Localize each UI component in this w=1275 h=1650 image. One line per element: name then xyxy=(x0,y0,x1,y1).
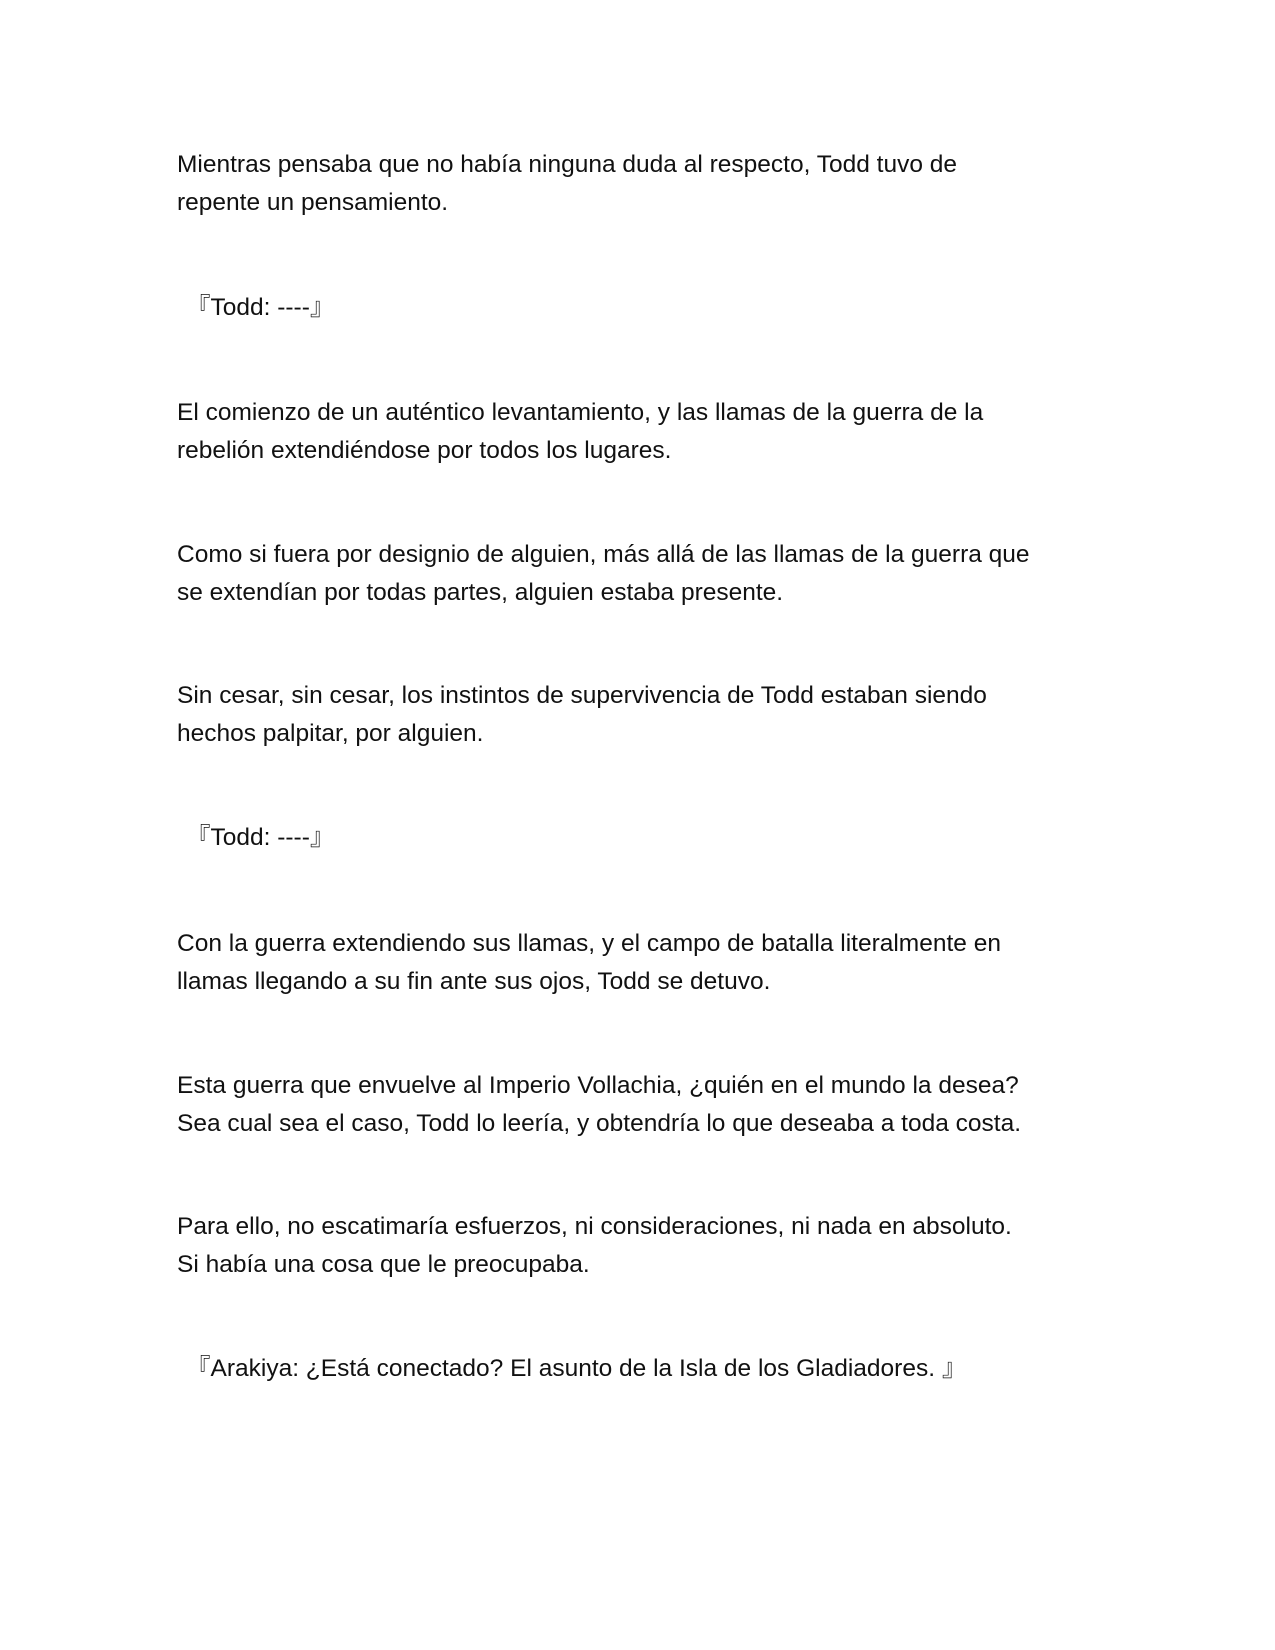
text-line: rebelión extendiéndose por todos los lugares. xyxy=(177,437,672,464)
text-line: Esta guerra que envuelve al Imperio Vollachia, ¿quién en el mundo la desea? xyxy=(177,1072,1019,1099)
paragraph-2 xyxy=(177,394,1107,470)
dialogue-todd-1: 『Todd: ----』 xyxy=(186,294,335,321)
dialogue-arakiya: 『Arakiya: ¿Está conectado? El asunto de la Isla de los Gladiadores. 』 xyxy=(186,1355,967,1382)
paragraph-3 xyxy=(177,536,1107,612)
paragraph-5 xyxy=(177,925,1107,1001)
dialogue-todd-2: 『Todd: ----』 xyxy=(186,824,335,851)
paragraph-4 xyxy=(177,677,1107,753)
paragraph-1 xyxy=(177,146,1107,222)
text-line: se extendían por todas partes, alguien estaba presente. xyxy=(177,579,784,606)
text-line: hechos palpitar, por alguien. xyxy=(177,720,484,747)
text-line: Con la guerra extendiendo sus llamas, y el campo de batalla literalmente en xyxy=(177,930,1001,957)
text-line: llamas llegando a su fin ante sus ojos, Todd se detuvo. xyxy=(177,968,771,995)
paragraph-7 xyxy=(177,1208,1107,1284)
text-line: Mientras pensaba que no había ninguna duda al respecto, Todd tuvo de xyxy=(177,151,958,178)
text-line: Como si fuera por designio de alguien, más allá de las llamas de la guerra que xyxy=(177,541,1030,568)
text-line: repente un pensamiento. xyxy=(177,189,449,216)
paragraph-6 xyxy=(177,1067,1107,1143)
text-line: Sea cual sea el caso, Todd lo leería, y obtendría lo que deseaba a toda costa. xyxy=(177,1110,1022,1137)
text-line: Para ello, no escatimaría esfuerzos, ni consideraciones, ni nada en absoluto. xyxy=(177,1213,1012,1240)
text-line: El comienzo de un auténtico levantamiento, y las llamas de la guerra de la xyxy=(177,399,984,426)
text-line: Si había una cosa que le preocupaba. xyxy=(177,1251,590,1278)
text-line: Sin cesar, sin cesar, los instintos de supervivencia de Todd estaban siendo xyxy=(177,682,987,709)
